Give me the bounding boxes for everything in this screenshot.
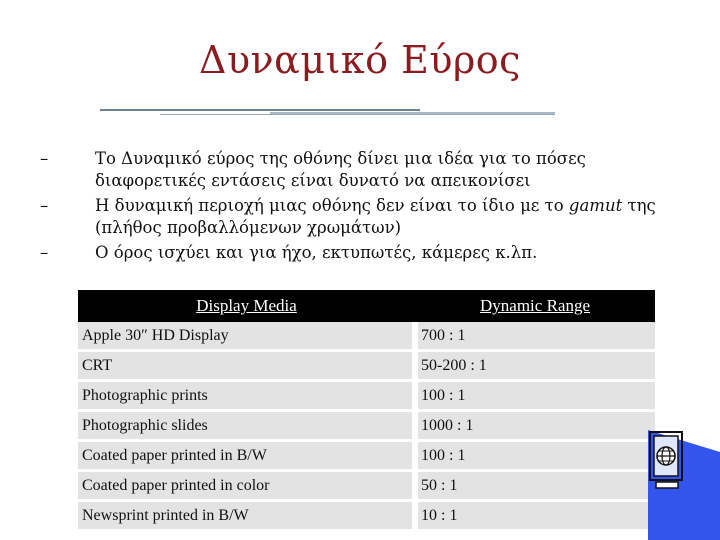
computer-globe-icon (648, 430, 720, 540)
bullet-text-continued: της (πλήθος προβαλλόμενων χρωμάτων) (95, 196, 656, 237)
bullet-dash: – (40, 149, 49, 168)
cell-range: 100 : 1 (415, 381, 655, 411)
cell-media: Photographic prints (78, 381, 415, 411)
table-row (78, 471, 655, 501)
bullet-text: Η δυναμική περιοχή μιας οθόνης δεν είναι το ίδιο με το (95, 196, 569, 215)
monitor-stand (656, 482, 678, 488)
cell-media: Coated paper printed in B/W (78, 441, 415, 471)
cell-range: 50 : 1 (415, 471, 655, 501)
bullet-dash: – (40, 196, 49, 215)
cell-range: 10 : 1 (415, 501, 655, 531)
bullet-list (40, 148, 680, 267)
cell-media: Apple 30″ HD Display (78, 322, 415, 351)
bullet-item (40, 242, 680, 264)
table-row (78, 322, 655, 351)
table-row (78, 381, 655, 411)
title-underline-thin (160, 114, 555, 115)
cell-range: 1000 : 1 (415, 411, 655, 441)
bullet-item (40, 195, 680, 239)
cell-media: Newsprint printed in B/W (78, 501, 415, 531)
bullet-text: Ο όρος ισχύει και για ήχο, εκτυπωτές, κάμερες κ.λπ. (95, 243, 538, 262)
cell-media: CRT (78, 351, 415, 381)
table-row (78, 501, 655, 531)
bullet-item (40, 148, 680, 192)
table-header-row (78, 290, 655, 322)
dynamic-range-table (78, 290, 655, 532)
cell-media: Photographic slides (78, 411, 415, 441)
cell-media: Coated paper printed in color (78, 471, 415, 501)
header-dynamic-range: Dynamic Range (415, 290, 655, 322)
bullet-text: Το Δυναμικό εύρος της οθόνης δίνει μια ιδέα για το πόσες διαφορετικές εντάσεις είναι δυνατό να απεικονίσει (95, 149, 586, 190)
cell-range: 700 : 1 (415, 322, 655, 351)
cell-range: 100 : 1 (415, 441, 655, 471)
table-row (78, 441, 655, 471)
cell-range: 50-200 : 1 (415, 351, 655, 381)
header-display-media: Display Media (78, 290, 415, 322)
slide-title: Δυναμικό Εύρος (199, 38, 521, 82)
table-row (78, 351, 655, 381)
table-row (78, 411, 655, 441)
title-underline (100, 109, 420, 111)
bullet-emphasis: gamut (568, 196, 623, 215)
bullet-dash: – (40, 243, 49, 262)
